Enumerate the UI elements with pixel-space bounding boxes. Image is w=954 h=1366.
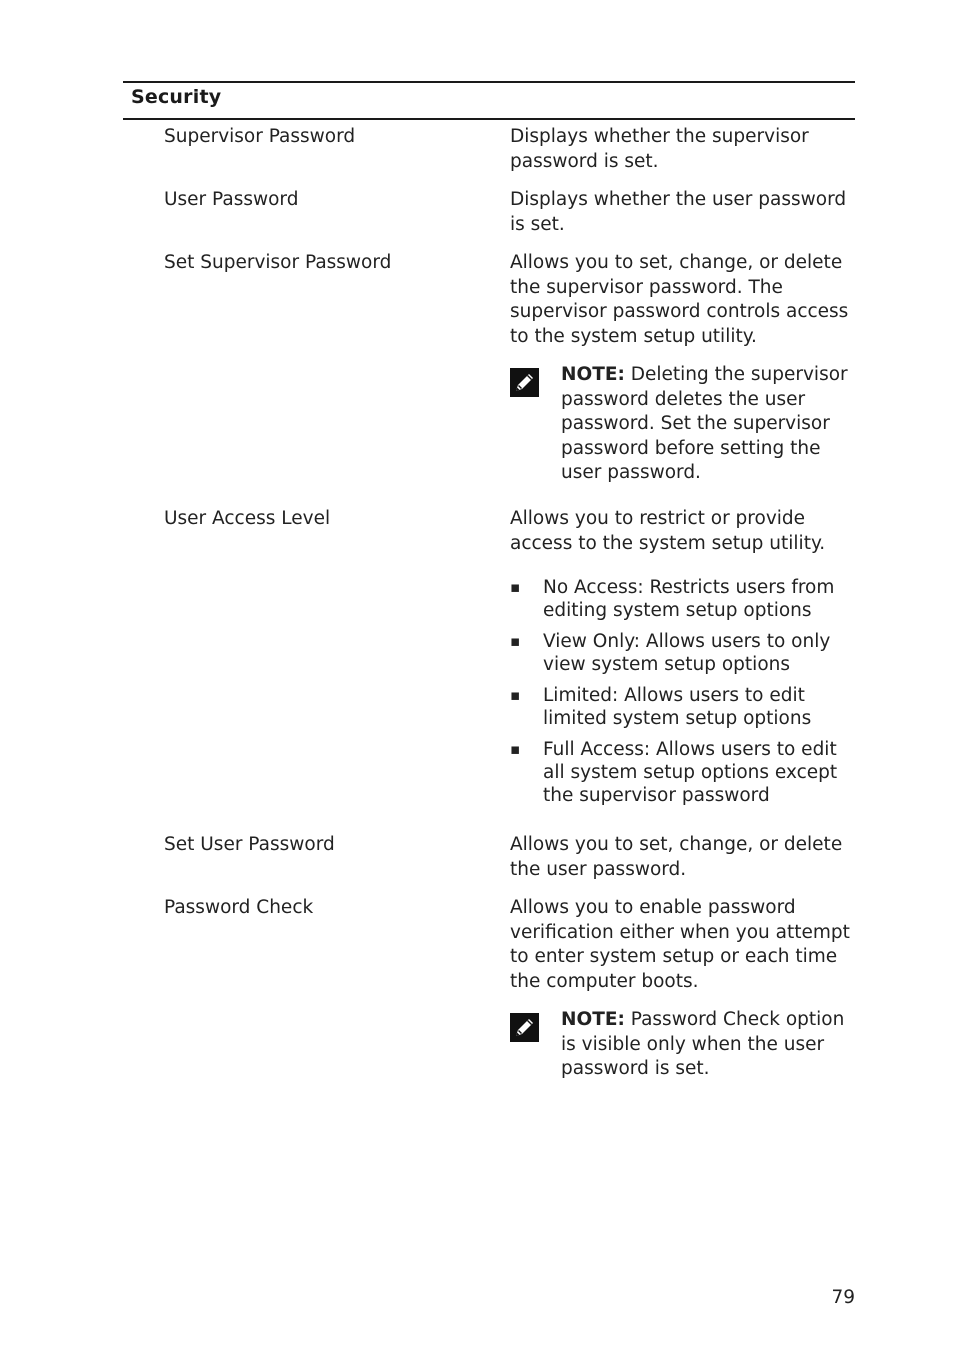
list-item-text: Limited: Allows users to edit limited system setup options xyxy=(543,685,812,729)
row-label-user-access-level: User Access Level xyxy=(164,508,331,529)
note-supervisor-password xyxy=(561,363,855,486)
list-item-text: Full Access: Allows users to edit all system setup options except the supervisor password xyxy=(543,739,838,806)
row-description-user-password: Displays whether the user password is set. xyxy=(510,189,847,235)
note-body: Deleting the supervisor password deletes the user password. Set the supervisor password before setting the user password. xyxy=(561,364,848,484)
row-label-set-supervisor-password: Set Supervisor Password xyxy=(164,252,392,273)
list-item xyxy=(510,630,855,676)
row-description-set-supervisor-password: Allows you to set, change, or delete the supervisor password. The supervisor password controls access to the system setup utility. xyxy=(510,252,849,347)
list-item xyxy=(510,738,855,807)
row-label-set-user-password: Set User Password xyxy=(164,834,335,855)
row-description-password-check: Allows you to enable password verification either when you attempt to enter system setup or each time the computer boots. xyxy=(510,897,850,992)
list-item-text: View Only: Allows users to only view system setup options xyxy=(543,631,831,675)
note-pencil-icon xyxy=(510,368,539,397)
page-number: 79 xyxy=(831,1287,855,1308)
note-prefix: NOTE: xyxy=(561,364,625,385)
list-item xyxy=(510,576,855,622)
row-label-supervisor-password: Supervisor Password xyxy=(164,126,356,147)
table-header-rule xyxy=(123,118,855,120)
note-password-check xyxy=(561,1008,855,1082)
list-item-text: No Access: Restricts users from editing system setup options xyxy=(543,577,835,621)
note-body: Password Check option is visible only when the user password is set. xyxy=(561,1009,845,1080)
bullet-icon: ▪ xyxy=(510,632,521,650)
bullet-icon: ▪ xyxy=(510,578,521,596)
table-top-rule xyxy=(123,81,855,83)
row-label-password-check: Password Check xyxy=(164,897,314,918)
list-item xyxy=(510,684,855,730)
note-pencil-icon xyxy=(510,1013,539,1042)
row-description-set-user-password: Allows you to set, change, or delete the user password. xyxy=(510,834,843,880)
row-description-user-access-level: Allows you to restrict or provide access to the system setup utility. xyxy=(510,508,826,554)
access-level-list xyxy=(510,576,855,807)
bullet-icon: ▪ xyxy=(510,740,521,758)
bullet-icon: ▪ xyxy=(510,686,521,704)
row-label-user-password: User Password xyxy=(164,189,299,210)
section-title: Security xyxy=(131,86,222,108)
row-description-supervisor-password: Displays whether the supervisor password is set. xyxy=(510,126,809,172)
note-prefix: NOTE: xyxy=(561,1009,625,1030)
